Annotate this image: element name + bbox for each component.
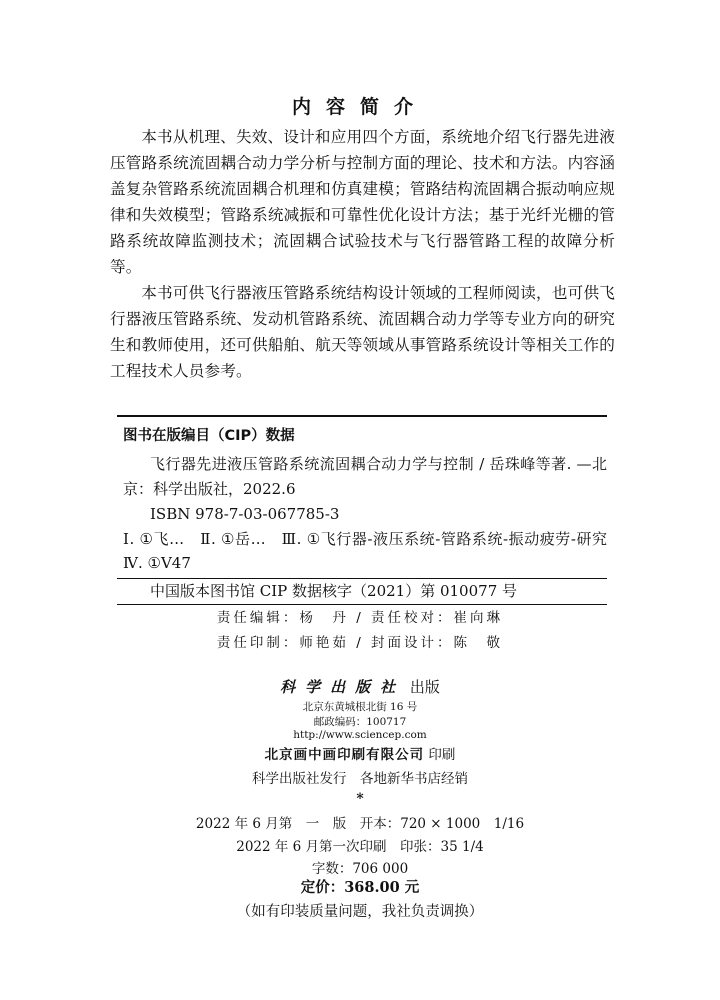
publisher-postcode: 邮政编码：100717 (313, 716, 407, 728)
publisher-suffix: 出版 (405, 678, 440, 696)
printing-line: 2022 年 6 月第一次印刷 印张：35 1/4 (236, 839, 484, 855)
staff-production: 责任印制：师艳茹 / 封面设计：陈 敬 (216, 635, 504, 651)
summary-paragraph: 本书可供飞行器液压管路系统结构设计领域的工程师阅读，也可供飞行器液压管路系统、发动机管路系统、流固耦合动力学等专业方向的研究生和教师使用，还可供船舶、航天等领域从事管路系统设计等相关工作的工程技术人员参考。 (110, 284, 615, 380)
distribution-line: 科学出版社发行 各地新华书店经销 (252, 771, 468, 787)
publisher-line (0, 676, 720, 697)
publisher-website: http://www.sciencep.com (293, 729, 427, 741)
printer-name: 北京画中画印刷有限公司 (264, 747, 425, 763)
publisher-address: 北京东黄城根北街 16 号 (302, 701, 418, 713)
summary-paragraph: 本书从机理、失效、设计和应用四个方面，系统地介绍飞行器先进液压管路系统流固耦合动力学分析与控制方面的理论、技术和方法。内容涵盖复杂管路系统流固耦合机理和仿真建模；管路结构流固耦合振动响应规律和失效模型；管路系统减振和可靠性优化设计方法；基于光纤光栅的管路系统故障监测技术；流固耦合试验技术与飞行器管路工程的故障分析等。 (110, 128, 615, 276)
printer-suffix: 印刷 (424, 747, 456, 763)
quality-notice: （如有印装质量问题，我社负责调换） (236, 904, 484, 920)
price-line: 定价：368.00 元 (300, 879, 420, 896)
cip-isbn: ISBN 978-7-03-067785-3 (150, 505, 340, 523)
cip-title-line: 飞行器先进液压管路系统流固耦合动力学与控制 / 岳珠峰等著. —北京：科学出版社，2022.6 (123, 455, 607, 498)
printer-line (0, 743, 720, 763)
cip-classification: Ⅰ. ①飞… Ⅱ. ①岳… Ⅲ. ①飞行器-液压系统-管路系统-振动疲劳-研究 Ⅳ. ①V47 (123, 530, 623, 572)
cip-block (117, 415, 623, 605)
summary-body (110, 124, 615, 384)
staff-editors: 责任编辑：杨 丹 / 责任校对：崔向琳 (216, 610, 504, 626)
word-count: 字数：706 000 (311, 861, 409, 877)
edition-line: 2022 年 6 月第 一 版 开本：720 × 1000 1/16 (195, 816, 525, 832)
cip-heading: 图书在版编目（CIP）数据 (123, 428, 295, 444)
cip-record-number: 中国版本图书馆 CIP 数据核字（2021）第 010077 号 (117, 578, 607, 604)
summary-title: 内容简介 (291, 96, 428, 118)
publisher-logo: 科学出版社 (280, 678, 406, 696)
separator-star: * (356, 791, 364, 807)
